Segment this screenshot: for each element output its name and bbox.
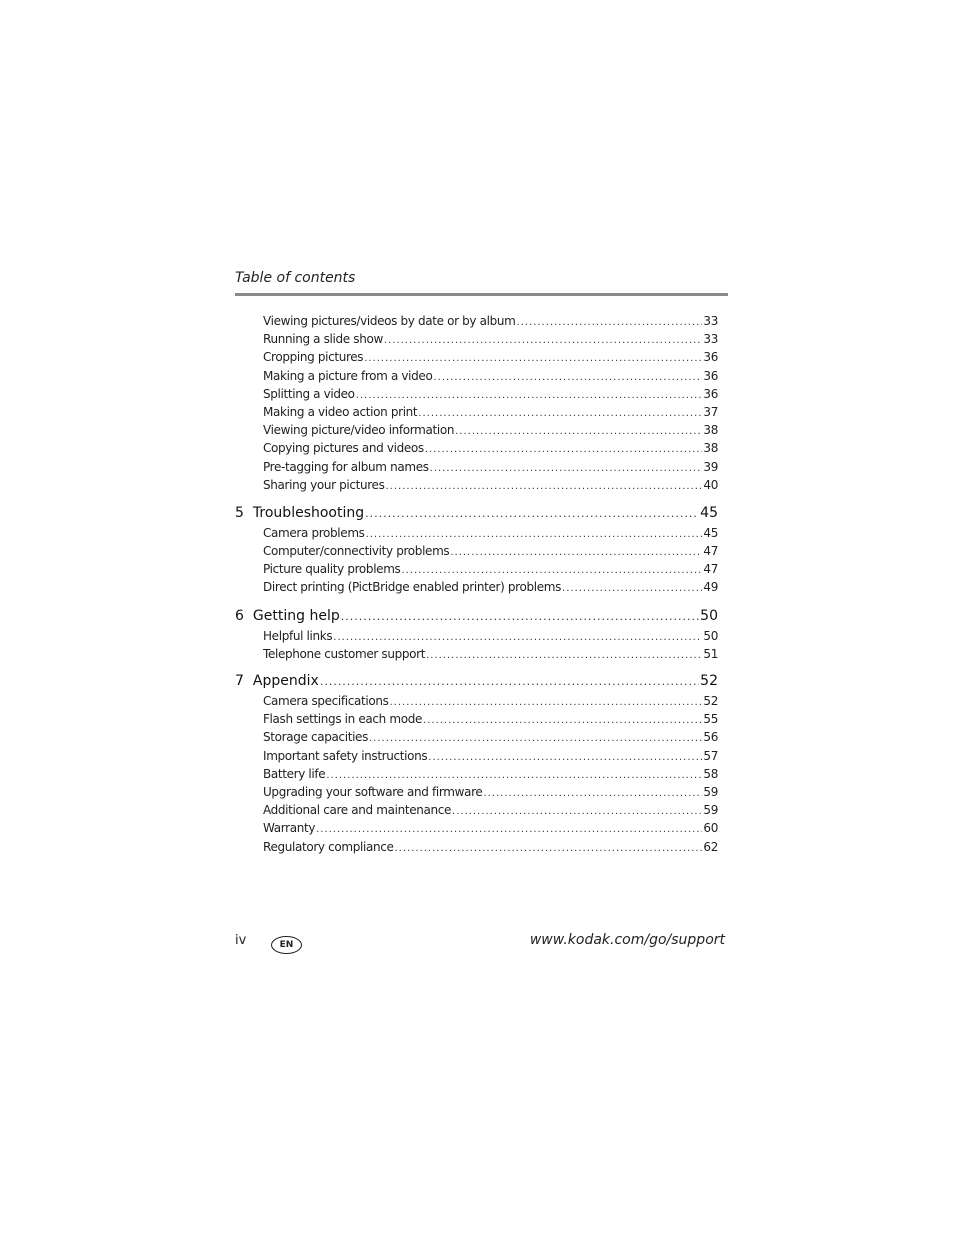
dot-leader (433, 369, 702, 385)
toc-entry-label: Viewing picture/video information (263, 423, 455, 438)
header-title: Table of contents (235, 270, 356, 286)
toc-entry-label: Important safety instructions (263, 748, 428, 763)
toc-entry[interactable] (235, 367, 718, 385)
toc-entry-label: Picture quality problems (263, 562, 401, 577)
toc-entry-page: 57 (703, 748, 718, 763)
toc-entry-page: 38 (703, 423, 718, 438)
toc-entry-label: Storage capacities (263, 730, 368, 745)
toc-chapter-troubleshooting[interactable] (235, 503, 718, 524)
toc-entry-page: 56 (703, 730, 718, 745)
toc-chapter-page: 50 (700, 607, 718, 624)
chapter-title: Troubleshooting (252, 504, 365, 521)
toc-entry[interactable] (235, 524, 718, 542)
dot-leader (333, 629, 702, 645)
dot-leader (316, 821, 702, 837)
toc-entry[interactable] (235, 819, 718, 837)
toc-entry-page: 33 (703, 314, 718, 328)
dot-leader (562, 580, 702, 596)
toc-entry[interactable] (235, 403, 718, 421)
toc-entry-label: Making a picture from a video (263, 368, 433, 383)
dot-leader (426, 647, 702, 663)
toc-entry-label: Camera problems (263, 525, 365, 540)
toc-entry-label: Helpful links (263, 628, 333, 643)
toc-entry-label: Computer/connectivity problems (263, 544, 450, 559)
toc-chapter-page: 45 (700, 504, 718, 521)
header-divider (235, 293, 728, 296)
toc-chapter-label (235, 671, 319, 692)
table-of-contents (235, 312, 718, 856)
dot-leader (423, 712, 702, 728)
toc-entry[interactable] (235, 838, 718, 856)
chapter-number: 7 (235, 673, 244, 689)
toc-entry-label: Cropping pictures (263, 350, 364, 365)
dot-leader (430, 460, 703, 476)
toc-entry-label: Additional care and maintenance (263, 803, 452, 818)
toc-entry[interactable] (235, 542, 718, 560)
dot-leader (365, 503, 699, 524)
dot-leader (428, 749, 702, 765)
toc-entry-label: Viewing pictures/videos by date or by album (263, 314, 516, 328)
toc-chapter-appendix[interactable] (235, 671, 718, 692)
toc-entry-page: 36 (703, 386, 718, 401)
dot-leader (384, 332, 703, 348)
chapter-title: Getting help (252, 607, 340, 624)
toc-entry-page: 51 (703, 646, 718, 661)
toc-entry-page: 62 (703, 839, 718, 854)
toc-entry-page: 60 (703, 821, 718, 836)
dot-leader (425, 441, 703, 457)
toc-entry-page: 59 (703, 784, 718, 799)
toc-entry-page: 55 (703, 712, 718, 727)
toc-entry-label: Upgrading your software and firmware (263, 784, 483, 799)
chapter-number: 5 (235, 504, 244, 521)
dot-leader (341, 606, 699, 627)
toc-entry-page: 59 (703, 803, 718, 818)
toc-entry-page: 52 (703, 694, 718, 708)
support-url-link[interactable]: www.kodak.com/go/support (529, 932, 725, 948)
toc-entry[interactable] (235, 385, 718, 403)
dot-leader (356, 387, 703, 403)
toc-entry[interactable] (235, 439, 718, 457)
chapter-number: 6 (235, 607, 244, 624)
dot-leader (369, 730, 702, 746)
toc-chapter-label (235, 503, 364, 524)
toc-entry[interactable] (235, 783, 718, 801)
toc-entry-label: Sharing your pictures (263, 477, 385, 492)
dot-leader (395, 840, 703, 856)
toc-entry-label: Regulatory compliance (263, 839, 394, 854)
toc-entry-label: Pre-tagging for album names (263, 459, 429, 474)
chapter-title: Appendix (252, 673, 319, 689)
toc-entry-label: Battery life (263, 766, 326, 781)
toc-entry-page: 47 (703, 544, 718, 559)
dot-leader (326, 767, 702, 783)
toc-entry[interactable] (235, 348, 718, 366)
toc-entry-page: 49 (703, 580, 718, 595)
toc-entry[interactable] (235, 476, 718, 494)
toc-entry-page: 33 (703, 332, 718, 347)
toc-entry[interactable] (235, 728, 718, 746)
toc-entry[interactable] (235, 312, 718, 330)
toc-entry-label: Copying pictures and videos (263, 441, 424, 456)
toc-chapter-label (235, 606, 340, 627)
toc-entry-page: 39 (703, 459, 718, 474)
toc-entry-page: 37 (703, 404, 718, 419)
toc-entry[interactable] (235, 692, 718, 710)
toc-entry[interactable] (235, 710, 718, 728)
toc-chapter-getting-help[interactable] (235, 606, 718, 627)
toc-entry-label: Splitting a video (263, 386, 355, 401)
toc-entry[interactable] (235, 765, 718, 783)
toc-entry-page: 36 (703, 368, 718, 383)
dot-leader (401, 562, 702, 578)
toc-entry-page: 38 (703, 441, 718, 456)
toc-entry[interactable] (235, 330, 718, 348)
dot-leader (364, 350, 702, 366)
toc-entry[interactable] (235, 560, 718, 578)
dot-leader (483, 785, 702, 801)
toc-entry-page: 40 (703, 477, 718, 492)
dot-leader (366, 526, 703, 542)
dot-leader (516, 314, 702, 330)
dot-leader (390, 694, 703, 710)
toc-entry-label: Running a slide show (263, 332, 383, 347)
toc-entry-label: Telephone customer support (263, 646, 426, 661)
language-badge-icon: EN (271, 936, 302, 954)
toc-entry-page: 47 (703, 562, 718, 577)
toc-entry-page: 45 (703, 525, 718, 540)
dot-leader (386, 478, 703, 494)
toc-entry-label: Flash settings in each mode (263, 712, 423, 727)
toc-entry-page: 50 (703, 628, 718, 643)
toc-entry[interactable] (235, 747, 718, 765)
toc-chapter-page: 52 (700, 673, 718, 689)
toc-entry-label: Warranty (263, 821, 316, 836)
dot-leader (320, 671, 699, 692)
toc-entry-label: Making a video action print (263, 404, 418, 419)
toc-entry[interactable] (235, 421, 718, 439)
toc-entry-label: Direct printing (PictBridge enabled printer) problems (263, 580, 562, 595)
footer-page-number: iv (235, 933, 247, 948)
toc-entry[interactable] (235, 627, 718, 645)
toc-entry-page: 58 (703, 766, 718, 781)
dot-leader (455, 423, 702, 439)
dot-leader (450, 544, 702, 560)
toc-entry[interactable] (235, 801, 718, 819)
toc-entry-label: Camera specifications (263, 694, 389, 708)
toc-entry-page: 36 (703, 350, 718, 365)
toc-entry[interactable] (235, 458, 718, 476)
toc-entry[interactable] (235, 578, 718, 596)
dot-leader (452, 803, 702, 819)
toc-entry[interactable] (235, 645, 718, 663)
dot-leader (418, 405, 702, 421)
